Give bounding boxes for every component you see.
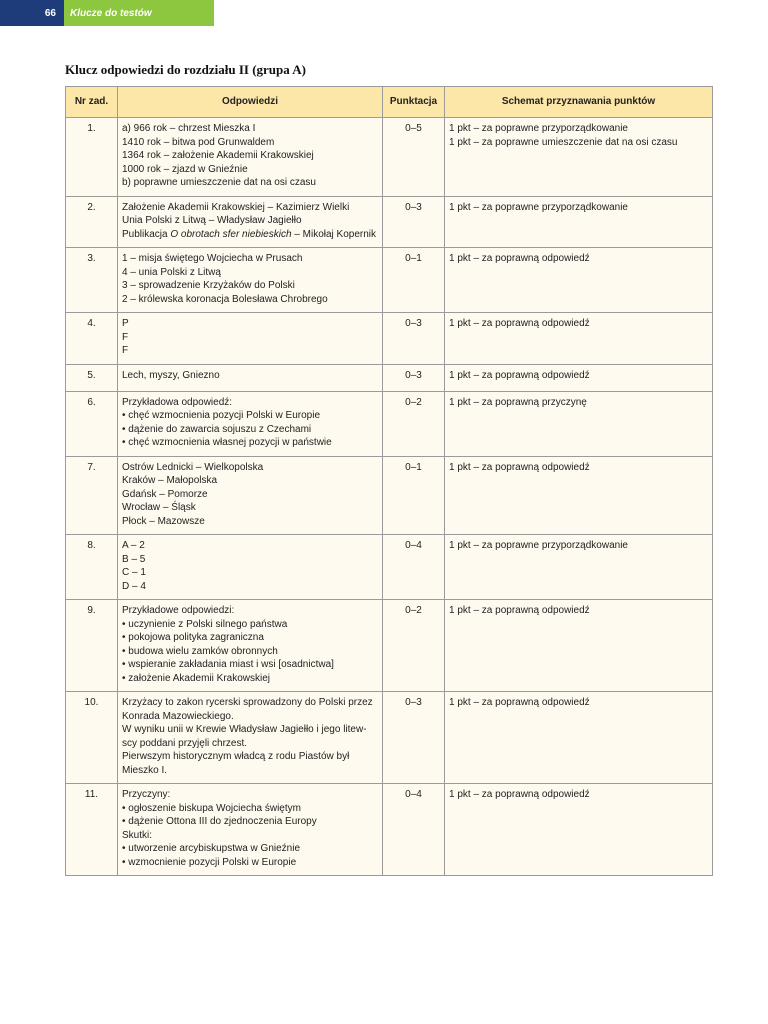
task-number: 6. <box>66 391 118 456</box>
answers-cell <box>118 248 383 313</box>
scheme-line: 1 pkt – za poprawną odpowiedź <box>449 369 590 381</box>
scoring-scheme-cell <box>445 692 713 784</box>
scheme-line: 1 pkt – za poprawną odpowiedź <box>449 789 590 800</box>
column-header-answers: Odpowiedzi <box>118 87 383 118</box>
points-range: 0–3 <box>383 196 445 248</box>
scoring-scheme-cell <box>445 456 713 535</box>
answer-line: 1364 rok – założenie Akademii Krakowskiej <box>122 150 314 161</box>
answers-cell <box>118 692 383 784</box>
scoring-scheme-cell <box>445 248 713 313</box>
answer-line: Lech, myszy, Gniezno <box>122 369 220 381</box>
scheme-line: 1 pkt – za poprawne umieszczenie dat na osi czasu <box>449 136 678 148</box>
answers-cell <box>118 535 383 600</box>
answer-line: • ogłoszenie biskupa Wojciecha świętym <box>122 802 301 814</box>
scoring-scheme-cell <box>445 784 713 876</box>
answers-cell <box>118 784 383 876</box>
answer-line: • chęć wzmocnienia własnej pozycji w państwie <box>122 437 332 448</box>
answers-cell <box>118 118 383 197</box>
answer-line: Ostrów Lednicki – Wielkopolska <box>122 461 264 473</box>
scoring-scheme-cell <box>445 118 713 197</box>
answer-line: 1410 rok – bitwa pod Grunwaldem <box>122 136 275 148</box>
scoring-scheme-cell <box>445 313 713 365</box>
task-number: 11. <box>66 784 118 876</box>
task-number: 3. <box>66 248 118 313</box>
answer-line: Założenie Akademii Krakowskiej – Kazimierz Wielki <box>122 201 350 213</box>
answer-line: P <box>122 318 129 329</box>
answer-line: • pokojowa polityka zagraniczna <box>122 632 264 643</box>
points-range: 0–4 <box>383 784 445 876</box>
answer-line: b) poprawne umieszczenie dat na osi czasu <box>122 177 316 188</box>
answers-cell <box>118 313 383 365</box>
scheme-line: 1 pkt – za poprawną przyczynę <box>449 396 587 408</box>
table-row <box>66 784 713 876</box>
answer-line: Przykładowa odpowiedź: <box>122 396 233 408</box>
answer-line: F <box>122 331 129 343</box>
answers-cell <box>118 456 383 535</box>
answer-line: • założenie Akademii Krakowskiej <box>122 672 271 684</box>
points-range: 0–3 <box>383 364 445 391</box>
scoring-scheme-cell <box>445 391 713 456</box>
answer-line: • dążenie Ottona III do zjednoczenia Europy <box>122 816 317 827</box>
answer-line: D – 4 <box>122 580 146 592</box>
points-range: 0–5 <box>383 118 445 197</box>
points-range: 0–3 <box>383 313 445 365</box>
page-title: Klucz odpowiedzi do rozdziału II (grupa A) <box>65 62 307 77</box>
answers-cell <box>118 196 383 248</box>
table-row <box>66 364 713 391</box>
task-number: 8. <box>66 535 118 600</box>
answer-line: • wzmocnienie pozycji Polski w Europie <box>122 856 297 868</box>
answer-line: 1 – misja świętego Wojciecha w Prusach <box>122 253 303 264</box>
answer-line: Wrocław – Śląsk <box>122 502 196 513</box>
table-row <box>66 600 713 692</box>
scheme-line: 1 pkt – za poprawne przyporządkowanie <box>449 540 628 551</box>
column-header-points: Punktacja <box>383 87 445 118</box>
table-row <box>66 313 713 365</box>
answer-line: Płock – Mazowsze <box>122 515 205 527</box>
answer-line: 3 – sprowadzenie Krzyżaków do Polski <box>122 280 295 291</box>
scheme-line: 1 pkt – za poprawne przyporządkowanie <box>449 123 628 134</box>
scheme-line: 1 pkt – za poprawne przyporządkowanie <box>449 201 628 213</box>
table-row <box>66 118 713 197</box>
column-header-nr: Nr zad. <box>66 87 118 118</box>
points-range: 0–1 <box>383 248 445 313</box>
scheme-line: 1 pkt – za poprawną odpowiedź <box>449 318 590 329</box>
column-header-scheme: Schemat przyznawania punktów <box>445 87 713 118</box>
task-number: 7. <box>66 456 118 535</box>
page-number: 66 <box>0 0 64 26</box>
table-row <box>66 535 713 600</box>
points-range: 0–3 <box>383 692 445 784</box>
answer-line: W wyniku unii w Krewie Władysław Jagiełło i jego litew- <box>122 724 367 735</box>
answer-key-table <box>65 86 713 876</box>
answer-line: scy poddani przyjęli chrzest. <box>122 737 248 749</box>
task-number: 10. <box>66 692 118 784</box>
points-range: 0–1 <box>383 456 445 535</box>
table-row <box>66 391 713 456</box>
answer-line: Przykładowe odpowiedzi: <box>122 605 235 616</box>
answer-line: A – 2 <box>122 540 145 551</box>
table-row <box>66 692 713 784</box>
task-number: 2. <box>66 196 118 248</box>
answer-line: 4 – unia Polski z Litwą <box>122 266 221 278</box>
book-title: O obrotach sfer niebieskich <box>170 228 292 240</box>
table-header-row <box>66 87 713 118</box>
answer-line: 1000 rok – zjazd w Gnieźnie <box>122 163 248 175</box>
points-range: 0–2 <box>383 600 445 692</box>
scoring-scheme-cell <box>445 600 713 692</box>
answer-line: • uczynienie z Polski silnego państwa <box>122 618 288 630</box>
answers-cell <box>118 391 383 456</box>
answer-line: Unia Polski z Litwą – Władysław Jagiełło <box>122 215 302 226</box>
answer-line: Publikacja O obrotach sfer niebieskich – Mikołaj Kopernik <box>122 228 377 240</box>
answer-line: B – 5 <box>122 553 146 565</box>
answer-line: Mieszko I. <box>122 764 168 776</box>
scheme-line: 1 pkt – za poprawną odpowiedź <box>449 605 590 616</box>
answer-line: Gdańsk – Pomorze <box>122 488 208 500</box>
answer-line: Krzyżacy to zakon rycerski sprowadzony do Polski przez <box>122 697 373 708</box>
section-label: Klucze do testów <box>64 0 214 26</box>
answer-line: • dążenie do zawarcia sojuszu z Czechami <box>122 423 312 435</box>
answer-line: Pierwszym historycznym władcą z rodu Piastów był <box>122 751 350 762</box>
answers-cell <box>118 600 383 692</box>
points-range: 0–2 <box>383 391 445 456</box>
task-number: 5. <box>66 364 118 391</box>
answers-cell <box>118 364 383 391</box>
answer-line: Kraków – Małopolska <box>122 475 218 486</box>
answer-line: Skutki: <box>122 829 153 841</box>
scoring-scheme-cell <box>445 196 713 248</box>
answer-line: • utworzenie arcybiskupstwa w Gnieźnie <box>122 843 301 854</box>
scheme-line: 1 pkt – za poprawną odpowiedź <box>449 697 590 708</box>
table-row <box>66 456 713 535</box>
answer-line: • chęć wzmocnienia pozycji Polski w Europie <box>122 410 321 421</box>
answer-line: Przyczyny: <box>122 789 171 800</box>
points-range: 0–4 <box>383 535 445 600</box>
page-header-tab <box>0 0 214 26</box>
table-row <box>66 248 713 313</box>
answer-line: F <box>122 345 129 356</box>
scoring-scheme-cell <box>445 535 713 600</box>
scheme-line: 1 pkt – za poprawną odpowiedź <box>449 253 590 264</box>
task-number: 1. <box>66 118 118 197</box>
answer-line: • budowa wielu zamków obronnych <box>122 645 278 657</box>
scoring-scheme-cell <box>445 364 713 391</box>
answer-line: • wspieranie zakładania miast i wsi [osadnictwa] <box>122 659 334 670</box>
task-number: 9. <box>66 600 118 692</box>
scheme-line: 1 pkt – za poprawną odpowiedź <box>449 461 590 473</box>
answer-line: 2 – królewska koronacja Bolesława Chrobrego <box>122 293 328 305</box>
answer-line: C – 1 <box>122 567 146 578</box>
answer-line: Konrada Mazowieckiego. <box>122 710 234 722</box>
task-number: 4. <box>66 313 118 365</box>
table-row <box>66 196 713 248</box>
answer-line: a) 966 rok – chrzest Mieszka I <box>122 123 256 134</box>
